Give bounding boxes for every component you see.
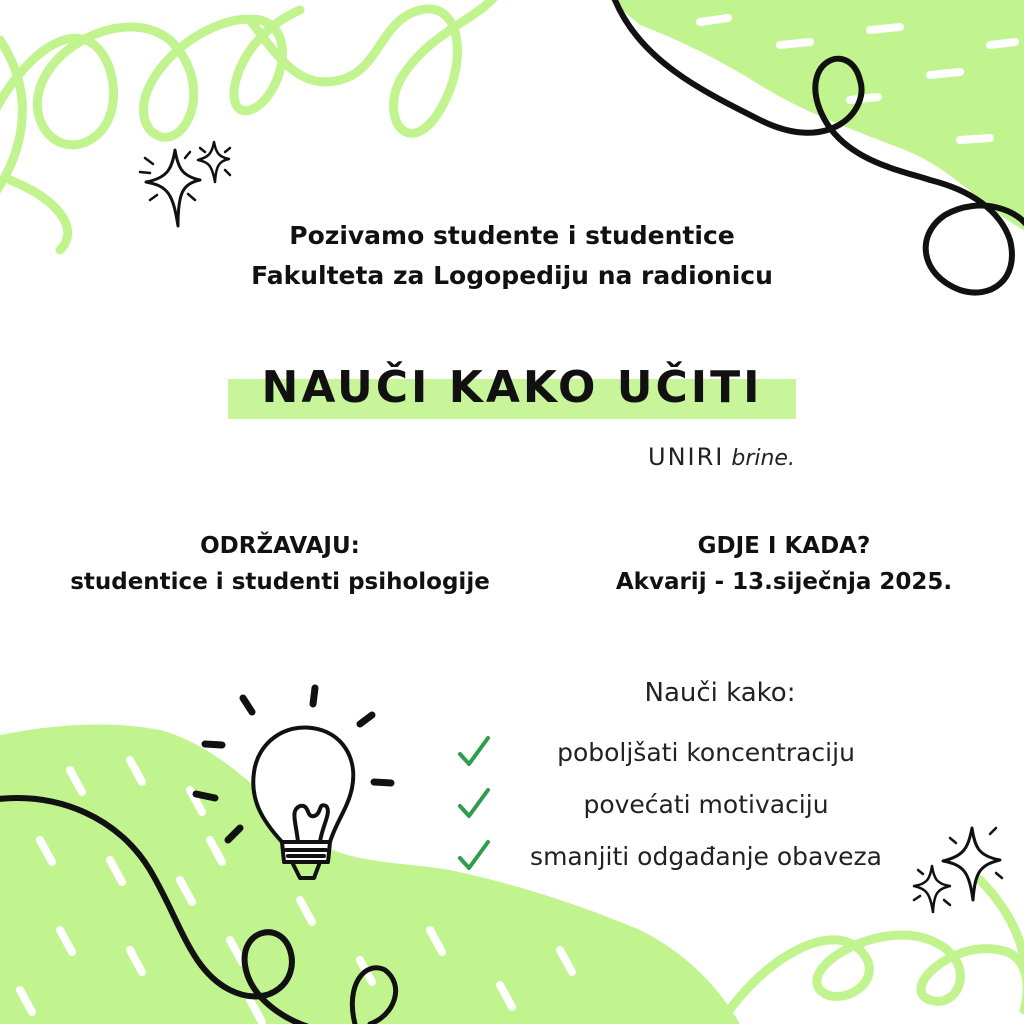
list-item-label: poboljšati koncentraciju (557, 737, 855, 767)
intro-line-2: Fakulteta za Logopediju na radionicu (251, 261, 773, 290)
where-when-value: Akvarij - 13.siječnja 2025. (615, 569, 953, 595)
sparkle-icon (198, 142, 229, 182)
list-item-label: povećati motivaciju (583, 789, 829, 819)
presenters-heading: ODRŽAVAJU: (200, 533, 360, 559)
brand-tagline: brine. (731, 446, 795, 471)
presenters-block (20, 528, 540, 600)
checkmark-icon (452, 782, 496, 826)
list-item (440, 726, 940, 778)
where-when-block (574, 528, 994, 600)
presenters-value: studentice i studenti psihologije (70, 569, 490, 595)
top-left-green-scribble (0, 0, 500, 250)
list-item (440, 830, 940, 882)
brand-logo (648, 443, 795, 473)
checkmark-icon (452, 834, 496, 878)
sparkle-icon (146, 150, 200, 226)
list-item (440, 778, 940, 830)
learn-heading: Nauči kako: (644, 678, 796, 708)
intro-text (0, 216, 1024, 296)
intro-line-1: Pozivamo studente i studentice (289, 221, 735, 250)
learn-list (440, 726, 940, 882)
where-when-heading: GDJE I KADA? (697, 533, 871, 559)
list-item-label: smanjiti odgađanje obaveza (530, 841, 882, 871)
brand-logo-text: UNIRI (648, 443, 725, 471)
top-right-green-blob (610, 0, 1024, 230)
page-title: NAUČI KAKO UČITI (261, 362, 763, 413)
checkmark-icon (452, 730, 496, 774)
